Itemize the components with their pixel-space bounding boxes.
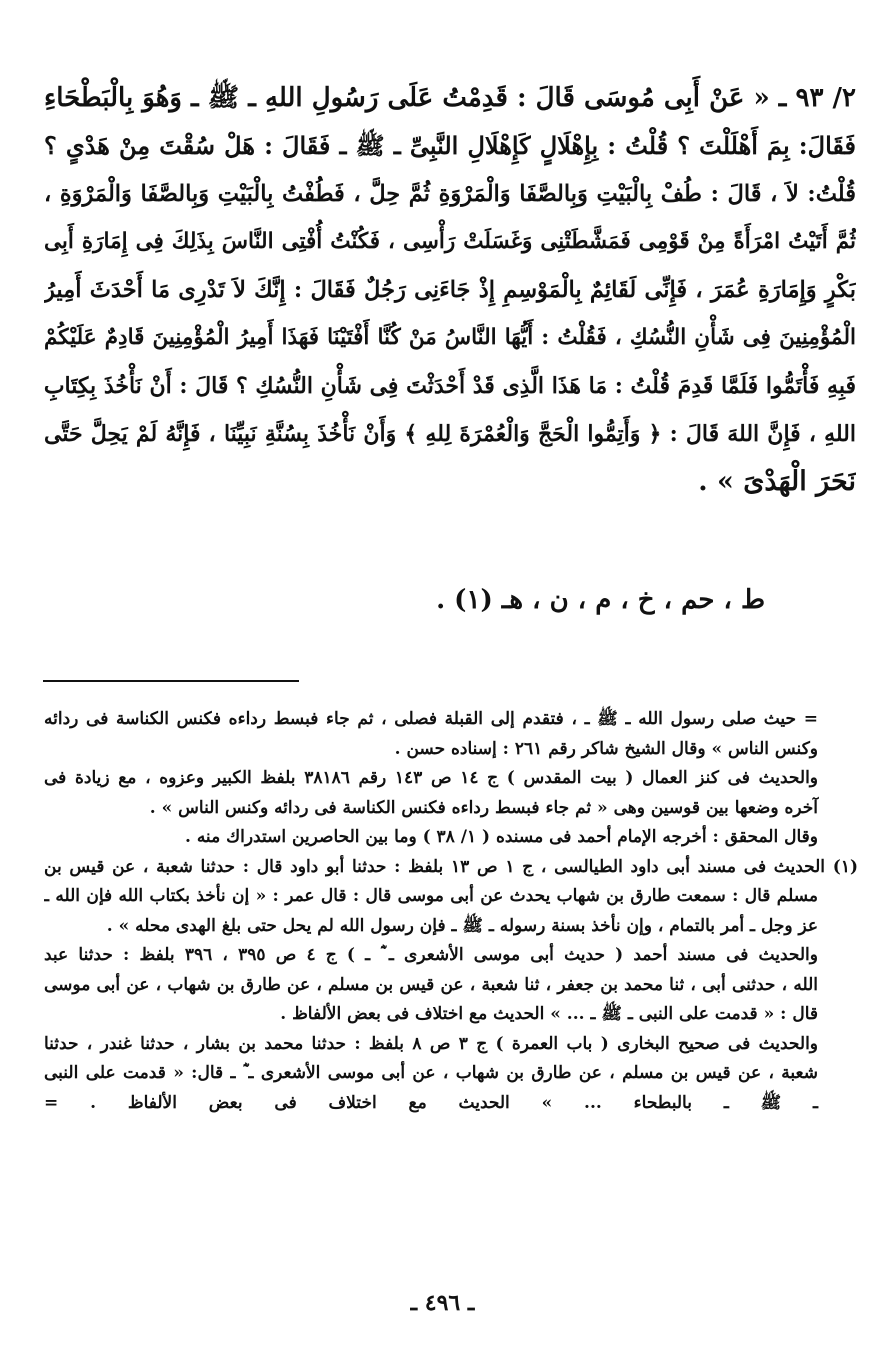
hadith-line: فَقَالَ: بِمَ أَهْلَلْتَ ؟ قُلْتُ : بِإِهْلَالٍ كَإِهْلَالِ النَّبِىِّ ـ ﷺ ـ فَقَالَ : هَلْ سُقْتَ مِنْ هَدْىٍ ؟ [44,131,856,160]
hadith-line: ٢/ ٩٣ ـ « عَنْ أَبِى مُوسَى قَالَ : قَدِمْتُ عَلَى رَسُولِ اللهِ ـ ﷺ ـ وَهُوَ بِالْبَطْحَاءِ [44,83,856,113]
footnotes [44,705,858,1118]
footnote-line: آخره وضعها بين قوسين وهى « ثم جاء فبسط رداءه فكنس الكناسة فى ردائه وكنس الناس » . [149,797,818,818]
footnote-line: وكنس الناس » وقال الشيخ شاكر رقم ٢٦١ : إسناده حسن . [394,738,818,759]
footnote-line: (١) الحديث فى مسند أبى داود الطيالسى ، ج ١ ص ١٣ بلفظ : حدثنا أبو داود قال : حدثنا شعبة ، عن قيس بن [44,856,858,877]
hadith-line: نَحَرَ الْهَدْىَ » . [698,466,856,497]
hadith-text [44,74,856,506]
hadith-line: ثُمَّ أَتَيْتُ امْرَأَةً مِنْ قَوْمِى فَمَشَّطَتْنِى وَغَسَلَتْ رَأْسِى ، فَكُنْتُ أُفْتِى النَّاسَ بِذَلِكَ فِى إِمَارَةِ أَبِى [44,229,856,254]
footnote-line: ـ ﷺ ـ بالبطحاء ... » الحديث مع اختلاف فى بعض الألفاظ . = [44,1092,819,1113]
footnote-line: الله ، حدثنى أبى ، ثنا محمد بن جعفر ، ثنا شعبة ، عن قيس بن مسلم ، عن طارق بن شهاب ، عن أبى موسى [44,974,818,995]
footnote-line: عز وجل ـ أمر بالتمام ، وإن نأخذ بسنة رسوله ـ ﷺ ـ فإن رسول الله لم يحل حتى بلغ الهدى محله » . [106,915,818,936]
hadith-line: بَكْرٍ وَإِمَارَةِ عُمَرَ ، فَإِنِّى لَقَائِمٌ بِالْمَوْسِمِ إِذْ جَاءَنِى رَجُلٌ فَقَالَ : إِنَّكَ لاَ تَدْرِى مَا أَحْدَثَ أَمِيرُ [44,277,856,303]
footnote-line: = حيث صلى رسول الله ـ ﷺ ـ ، فتقدم إلى القبلة فصلى ، ثم جاء فبسط رداءه فكنس الكناسة فى ردائه [44,709,818,729]
footnote-line: وقال المحقق : أخرجه الإمام أحمد فى مسنده ( ١/ ٣٨ ) وما بين الحاصرين استدراك منه . [184,827,818,847]
footnote-line: والحديث فى مسند أحمد ( حديث أبى موسى الأشعرى ـ ؓ ـ ) ج ٤ ص ٣٩٥ ، ٣٩٦ بلفظ : حدثنا عبد [44,945,818,965]
footnote-line: قال : « قدمت على النبى ـ ﷺ ـ ... » الحديث مع اختلاف فى بعض الألفاظ . [280,1004,818,1024]
footnote-line: والحديث فى صحيح البخارى ( باب العمرة ) ج ٣ ص ٨ بلفظ : حدثنا محمد بن بشار ، حدثنا غندر ، حدثنا [44,1033,819,1054]
hadith-line: قُلْتُ: لاَ ، قَالَ : طُفْ بِالْبَيْتِ وَبِالصَّفَا وَالْمَرْوَةِ ثُمَّ حِلَّ ، فَطُفْتُ بِالْبَيْتِ وَبِالصَّفَا وَالْمَرْوَةِ ، [44,181,856,207]
hadith-sources: ط ، حم ، خ ، م ، ن ، هـ (١) . [436,585,765,615]
footnote-line: مسلم قال : سمعت طارق بن شهاب يحدث عن أبى موسى قال : قال عمر : « إن نأخذ بكتاب الله فإن الله ـ [44,886,818,906]
hadith-line: فَبِهِ فَأْتَمُّوا فَلَمَّا قَدِمَ قُلْتُ : مَا هَذَا الَّذِى قَدْ أَحْدَثْتَ فِى شَأْنِ النُّسُكِ ؟ قَالَ : أَنْ نَأْخُذَ بِكِتَابِ [44,373,856,399]
footnote-line: والحديث فى كنز العمال ( بيت المقدس ) ج ١٤ ص ١٤٣ رقم ٣٨١٨٦ بلفظ الكبير وعزوه ، مع زيادة فى [44,768,818,788]
hadith-line: الْمُؤْمِنِينَ فِى شَأْنِ النُّسُكِ ، فَقُلْتُ : أَيُّهَا النَّاسُ مَنْ كُنَّا أَفْتَيْنَا فَهَذَا أَمِيرُ الْمُؤْمِنِينَ قَادِمٌ عَلَيْكُمْ [44,325,856,350]
page-number: ـ ٤٩٦ ـ [410,1290,475,1316]
hadith-line: اللهِ ، فَإِنَّ اللهَ قَالَ : ﴿ وَأَتِمُّوا الْحَجَّ وَالْعُمْرَةَ لِلهِ ﴾ وَأَنْ نَأْخُذَ بِسُنَّةِ نَبِيِّنَا ، فَإِنَّهُ لَمْ يَحِلَّ حَتَّى [44,421,856,447]
footnote-line: شعبة ، عن قيس بن مسلم ، عن طارق بن شهاب ، عن أبى موسى الأشعرى ـ ؓ ـ قال: « قدمت على النبى [44,1063,818,1083]
footnote-divider [43,680,299,682]
